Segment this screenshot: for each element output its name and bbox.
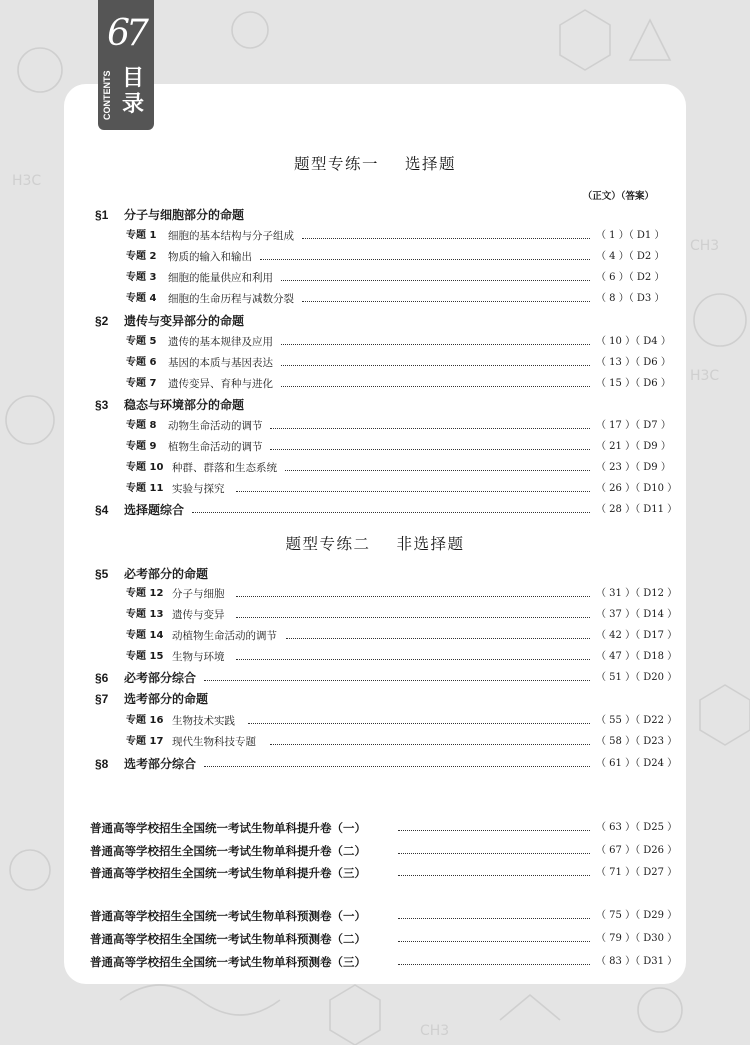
dot-leader [236, 617, 590, 618]
deco-formula-h3c-right: H3C [690, 368, 720, 384]
dot-leader [285, 470, 590, 471]
exam-row[interactable]: 普通高等学校招生全国统一考试生物单科提升卷（二） （ 67 ）（ D26 ） [90, 844, 678, 858]
dot-leader [398, 918, 590, 919]
section-row[interactable]: §3 稳态与环境部分的命题 [95, 398, 245, 412]
dot-leader [398, 941, 590, 942]
section-row[interactable]: §8 选考部分综合 （ 61 ）（ D24 ） [95, 757, 678, 771]
topic-row[interactable]: 专题 9 植物生命活动的调节 （ 21 ）（ D9 ） [126, 441, 671, 453]
dot-leader [270, 428, 590, 429]
topic-row[interactable]: 专题 2 物质的输入和输出 （ 4 ）（ D2 ） [126, 251, 665, 263]
dot-leader [248, 723, 590, 724]
topic-row[interactable]: 专题 7 遗传变异、育种与进化 （ 15 ）（ D6 ） [126, 378, 671, 390]
contents-badge [98, 0, 154, 130]
dot-leader [281, 365, 590, 366]
dot-leader [270, 449, 590, 450]
topic-row[interactable]: 专题 17 现代生物科技专题 （ 58 ）（ D23 ） [126, 736, 678, 748]
topic-row[interactable]: 专题 16 生物技术实践 （ 55 ）（ D22 ） [126, 715, 678, 727]
dot-leader [281, 344, 590, 345]
exam-row[interactable]: 普通高等学校招生全国统一考试生物单科提升卷（一） （ 63 ）（ D25 ） [90, 821, 678, 835]
dot-leader [236, 596, 590, 597]
logo-mark: 67 [107, 13, 145, 54]
topic-row[interactable]: 专题 14 动植物生命活动的调节 （ 42 ）（ D17 ） [126, 630, 678, 642]
dot-leader [260, 259, 590, 260]
topic-row[interactable]: 专题 1 细胞的基本结构与分子组成 （ 1 ）（ D1 ） [126, 230, 665, 242]
part2-title: 题型专练二 非选择题 [285, 535, 465, 553]
part1-title: 题型专练一 选择题 [293, 155, 457, 173]
section-row[interactable]: §1 分子与细胞部分的命题 [95, 208, 245, 222]
section-row[interactable]: §5 必考部分的命题 [95, 567, 209, 581]
dot-leader [398, 875, 590, 876]
deco-formula-ch3: CH3 [690, 238, 720, 254]
dot-leader [236, 659, 590, 660]
deco-formula-ch3-bottom: CH3 [420, 1023, 450, 1039]
section-row[interactable]: §4 选择题综合 （ 28 ）（ D11 ） [95, 503, 678, 517]
dot-leader [204, 766, 590, 767]
exam-row[interactable]: 普通高等学校招生全国统一考试生物单科预测卷（三） （ 83 ）（ D31 ） [90, 955, 678, 969]
topic-row[interactable]: 专题 6 基因的本质与基因表达 （ 13 ）（ D6 ） [126, 357, 671, 369]
topic-row[interactable]: 专题 10 种群、群落和生态系统 （ 23 ）（ D9 ） [126, 462, 671, 474]
dot-leader [192, 512, 590, 513]
section-row[interactable]: §7 选考部分的命题 [95, 692, 209, 706]
topic-row[interactable]: 专题 4 细胞的生命历程与减数分裂 （ 8 ）（ D3 ） [126, 293, 665, 305]
dot-leader [204, 680, 590, 681]
topic-row[interactable]: 专题 5 遗传的基本规律及应用 （ 10 ）（ D4 ） [126, 336, 671, 348]
exam-row[interactable]: 普通高等学校招生全国统一考试生物单科提升卷（三） （ 71 ）（ D27 ） [90, 866, 678, 880]
contents-label: CONTENTS [102, 70, 112, 120]
deco-formula-h3c: H3C [12, 173, 42, 189]
dot-leader [398, 853, 590, 854]
dot-leader [281, 280, 590, 281]
topic-row[interactable]: 专题 11 实验与探究 （ 26 ）（ D10 ） [126, 483, 678, 495]
section-row[interactable]: §2 遗传与变异部分的命题 [95, 314, 245, 328]
topic-row[interactable]: 专题 13 遗传与变异 （ 37 ）（ D14 ） [126, 609, 678, 621]
exam-row[interactable]: 普通高等学校招生全国统一考试生物单科预测卷（一） （ 75 ）（ D29 ） [90, 909, 678, 923]
dot-leader [236, 491, 590, 492]
column-labels: （正文）（答案） [582, 191, 654, 202]
topic-row[interactable]: 专题 8 动物生命活动的调节 （ 17 ）（ D7 ） [126, 420, 671, 432]
page-title: 目录 [121, 66, 144, 117]
dot-leader [302, 238, 590, 239]
dot-leader [281, 386, 590, 387]
topic-row[interactable]: 专题 12 分子与细胞 （ 31 ）（ D12 ） [126, 588, 678, 600]
dot-leader [398, 964, 590, 965]
exam-row[interactable]: 普通高等学校招生全国统一考试生物单科预测卷（二） （ 79 ）（ D30 ） [90, 932, 678, 946]
dot-leader [398, 830, 590, 831]
dot-leader [286, 638, 590, 639]
dot-leader [302, 301, 590, 302]
topic-row[interactable]: 专题 15 生物与环境 （ 47 ）（ D18 ） [126, 651, 678, 663]
dot-leader [270, 744, 590, 745]
section-row[interactable]: §6 必考部分综合 （ 51 ）（ D20 ） [95, 671, 678, 685]
topic-row[interactable]: 专题 3 细胞的能量供应和利用 （ 6 ）（ D2 ） [126, 272, 665, 284]
